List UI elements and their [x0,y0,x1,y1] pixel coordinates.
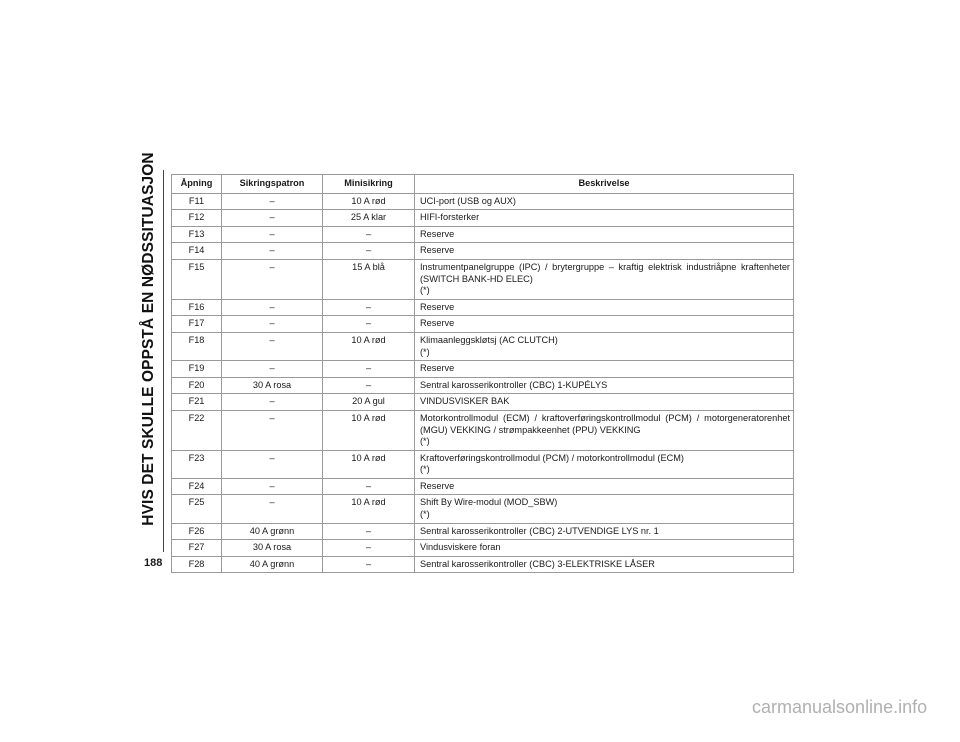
cavity-cell: F14 [172,243,222,260]
description-text: Reserve [420,301,455,312]
cartridge-cell: – [222,495,323,523]
cartridge-cell: – [222,332,323,360]
table-row [172,478,794,495]
cavity-cell: F19 [172,361,222,378]
mini-fuse-cell: – [323,523,415,540]
description-text: Klimaanleggskløtsj (AC CLUTCH) [420,334,558,345]
mini-fuse-cell: – [323,377,415,394]
section-side-title [136,152,162,526]
description-text: VINDUSVISKER BAK [420,396,510,407]
description-cell [415,226,794,243]
cavity-cell: F28 [172,556,222,573]
table-row [172,540,794,557]
cartridge-cell: – [222,259,323,299]
description-text: Sentral karosserikontroller (CBC) 1-KUPÉLYS [420,379,608,390]
header-cartridge: Sikringspatron [222,175,323,194]
table-row [172,556,794,573]
description-cell [415,193,794,210]
description-text: Sentral karosserikontroller (CBC) 3-ELEKTRISKE LÅSER [420,558,655,569]
table-row [172,259,794,299]
cartridge-cell: 40 A grønn [222,556,323,573]
mini-fuse-cell: 10 A rød [323,495,415,523]
table-row [172,332,794,360]
description-cell [415,556,794,573]
mini-fuse-cell: 15 A blå [323,259,415,299]
description-text: HIFI-forsterker [420,212,480,223]
description-text: Reserve [420,363,455,374]
table-row [172,243,794,260]
mini-fuse-cell: 25 A klar [323,210,415,227]
description-note: (*) [420,436,430,447]
cartridge-cell: 30 A rosa [222,540,323,557]
table-row [172,377,794,394]
table-row [172,523,794,540]
description-text: Reserve [420,228,455,239]
cavity-cell: F11 [172,193,222,210]
table-row [172,495,794,523]
mini-fuse-cell: – [323,556,415,573]
cartridge-cell: – [222,226,323,243]
description-cell [415,210,794,227]
description-note: (*) [420,509,430,520]
description-text: Vindusviskere foran [420,542,501,553]
description-text: UCI-port (USB og AUX) [420,195,516,206]
cartridge-cell: – [222,316,323,333]
description-note: (*) [420,346,430,357]
description-cell [415,540,794,557]
cartridge-cell: – [222,361,323,378]
table-row [172,450,794,478]
mini-fuse-cell: 20 A gul [323,394,415,411]
description-text: Motorkontrollmodul (ECM) / kraftoverføringskontrollmodul (PCM) / motorgeneratorenhet (MGU) VEKKING / strømpakkeenhet (PPU) VEKKING [420,412,790,435]
description-cell [415,523,794,540]
cartridge-cell: 40 A grønn [222,523,323,540]
table-row [172,210,794,227]
description-cell [415,299,794,316]
cartridge-cell: – [222,394,323,411]
fuse-table-body [172,193,794,573]
description-cell [415,243,794,260]
description-text: Instrumentpanelgruppe (IPC) / brytergruppe – kraftig elektrisk industriåpne kraftenheter (SWITCH BANK-HD ELEC) [420,261,790,284]
mini-fuse-cell: – [323,243,415,260]
cavity-cell: F20 [172,377,222,394]
cavity-cell: F18 [172,332,222,360]
mini-fuse-cell: 10 A rød [323,193,415,210]
description-cell [415,394,794,411]
section-title-text: HVIS DET SKULLE OPPSTÅ EN NØDSSITUASJON [140,152,157,526]
description-cell [415,361,794,378]
mini-fuse-cell: – [323,299,415,316]
cavity-cell: F25 [172,495,222,523]
cavity-cell: F24 [172,478,222,495]
mini-fuse-cell: 10 A rød [323,410,415,450]
mini-fuse-cell: – [323,361,415,378]
description-text: Reserve [420,245,455,256]
description-cell [415,410,794,450]
cartridge-cell: – [222,243,323,260]
cartridge-cell: – [222,478,323,495]
header-cavity: Åpning [172,175,222,194]
description-note: (*) [420,464,430,475]
cartridge-cell: – [222,210,323,227]
cavity-cell: F22 [172,410,222,450]
mini-fuse-cell: – [323,316,415,333]
description-cell [415,377,794,394]
cavity-cell: F13 [172,226,222,243]
table-row [172,226,794,243]
cavity-cell: F21 [172,394,222,411]
description-text: Kraftoverføringskontrollmodul (PCM) / motorkontrollmodul (ECM) [420,452,684,463]
mini-fuse-cell: – [323,540,415,557]
description-text: Reserve [420,480,455,491]
description-note: (*) [420,285,430,296]
cartridge-cell: – [222,299,323,316]
cavity-cell: F23 [172,450,222,478]
description-cell [415,495,794,523]
description-cell [415,478,794,495]
description-cell [415,450,794,478]
cavity-cell: F16 [172,299,222,316]
description-cell [415,332,794,360]
mini-fuse-cell: 10 A rød [323,332,415,360]
description-text: Sentral karosserikontroller (CBC) 2-UTVENDIGE LYS nr. 1 [420,525,659,536]
table-row [172,361,794,378]
header-description: Beskrivelse [415,175,794,194]
cartridge-cell: 30 A rosa [222,377,323,394]
table-row [172,193,794,210]
header-mini-fuse: Minisikring [323,175,415,194]
mini-fuse-cell: – [323,478,415,495]
description-text: Reserve [420,318,455,329]
cavity-cell: F15 [172,259,222,299]
description-text: Shift By Wire-modul (MOD_SBW) [420,497,558,508]
description-cell [415,259,794,299]
fuse-table [171,174,794,573]
side-divider [163,170,164,552]
cavity-cell: F17 [172,316,222,333]
cavity-cell: F26 [172,523,222,540]
watermark: carmanualsonline.info [752,697,928,717]
mini-fuse-cell: 10 A rød [323,450,415,478]
table-row [172,299,794,316]
table-row [172,410,794,450]
cartridge-cell: – [222,410,323,450]
page-number: 188 [144,557,163,569]
cartridge-cell: – [222,193,323,210]
mini-fuse-cell: – [323,226,415,243]
cavity-cell: F12 [172,210,222,227]
table-header-row [172,175,794,194]
cavity-cell: F27 [172,540,222,557]
table-row [172,316,794,333]
description-cell [415,316,794,333]
cartridge-cell: – [222,450,323,478]
table-row [172,394,794,411]
